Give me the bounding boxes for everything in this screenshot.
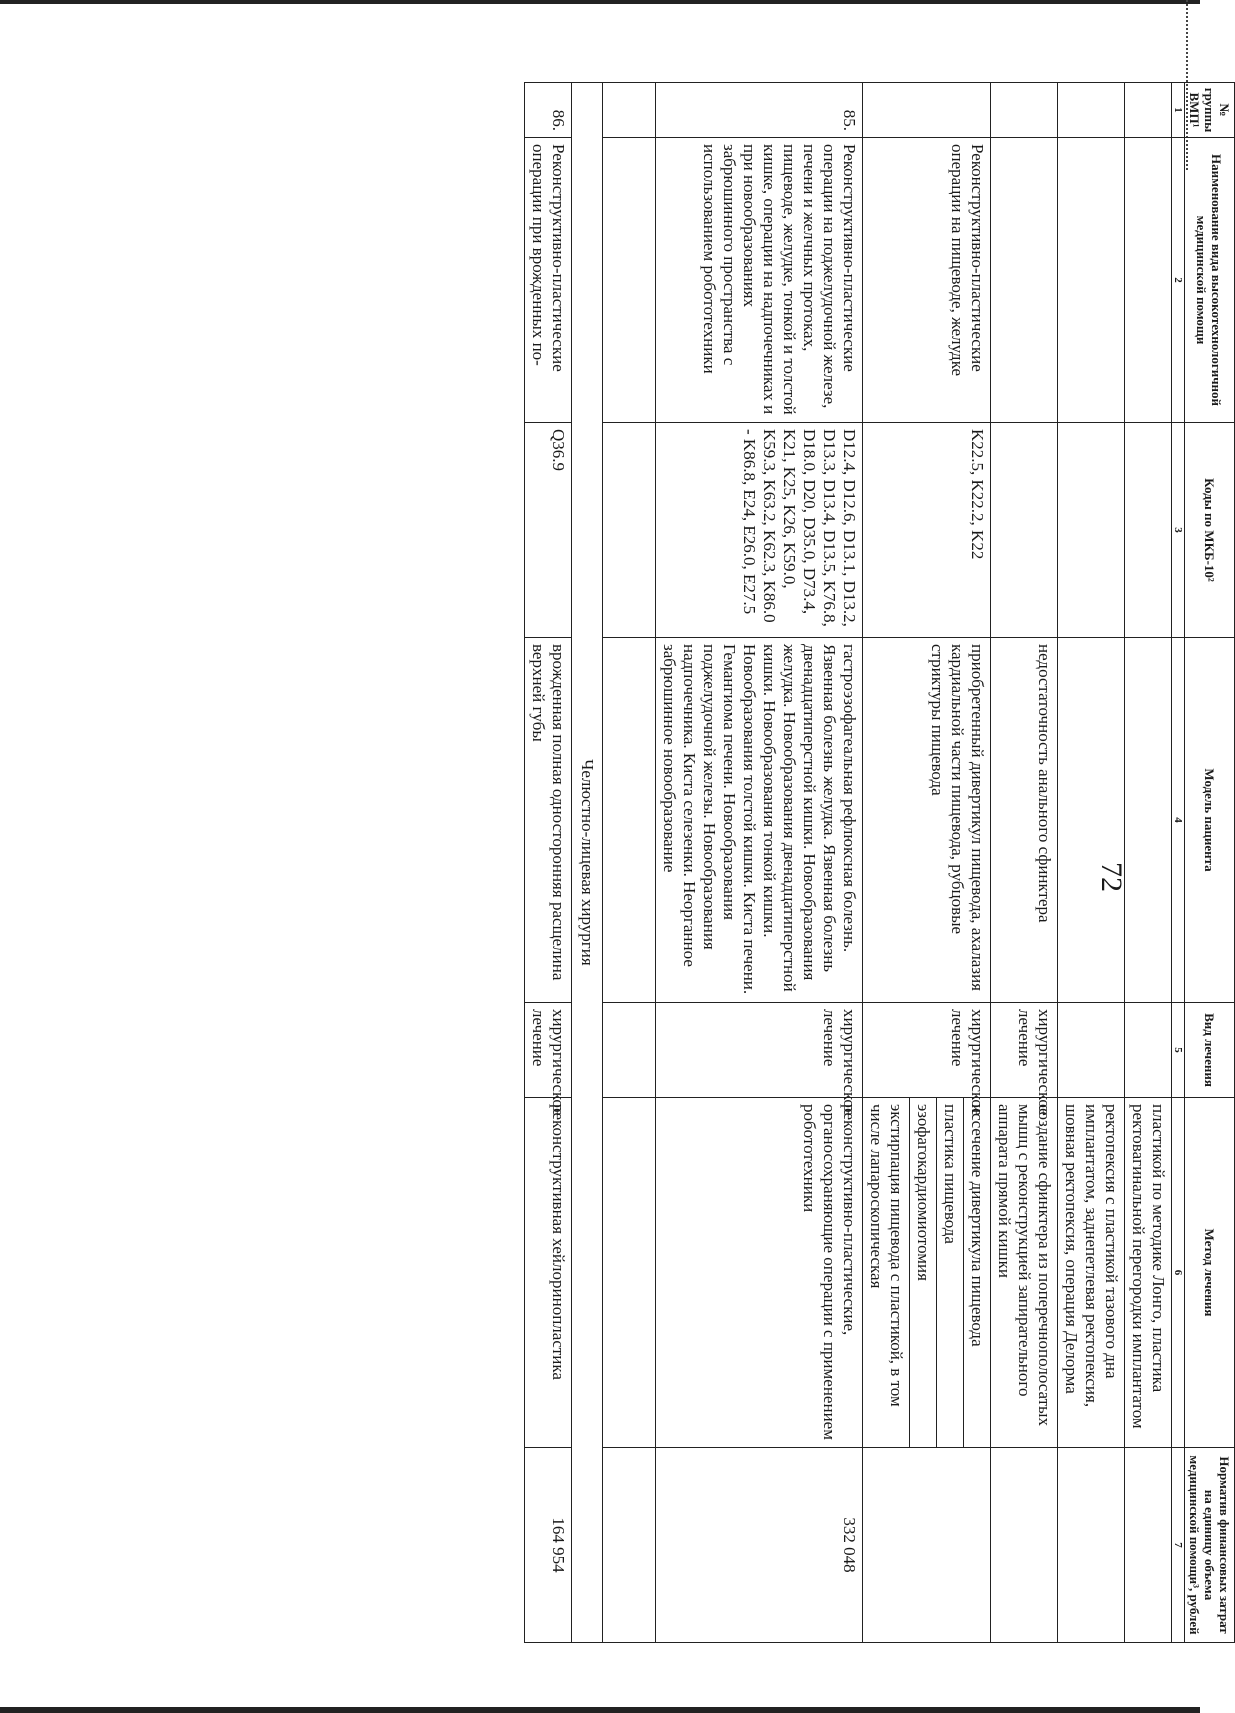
icd-codes-cell: K22.5, K22.2, K22 [863,423,991,638]
vmp-name-cell [991,138,1058,423]
icd-codes-cell [991,423,1058,638]
cost-cell [1058,1448,1125,1643]
empty-cell [603,1098,656,1448]
section-row [572,83,603,1643]
vmp-name-cell: Реконструктивно-пластические операции на пищеводе, желудке [863,138,991,423]
icd-codes-cell [1058,423,1125,638]
patient-model-cell: гастроэзофагеальная рефлюксная болезнь. Язвенная болезнь желудка. Язвенная болезнь двенадцатиперстной кишки. Новообразования желудка. Новообразования двенадцатиперстной кишки. Новообразования тонкой кишки. Новообразования толстой кишки. Киста печени. Гемангиома печени. Новообразования поджелудочной железы. Новообразования надпочечника. Киста селезенки. Неорганное забрюшинное новообразование [656,638,863,1003]
icd-codes-cell: Q36.9 [525,423,572,638]
header-row [1185,83,1235,1643]
table-row [1058,83,1125,1643]
vmp-name-cell: Реконструктивно-пластические операции на поджелудочной железе, печени и желчных протоках, пищеводе, желудке, тонкой и толстой кишке, операции на надпочечниках и при новообразованиях забрюшинного пространства с использованием робототехники [656,138,863,423]
treatment-method-cell: реконструктивно-пластические, органосохраняющие операции с применением робототехники [656,1098,863,1448]
vmp-name-cell [1058,138,1125,423]
column-number: 7 [1172,1448,1185,1643]
empty-cell [603,1448,656,1643]
table-row-empty [603,83,656,1643]
treatment-type-cell [1125,1003,1172,1098]
empty-cell [603,423,656,638]
header-treatment-type: Вид лечения [1185,1003,1235,1098]
cost-cell: 332 048 [656,1448,863,1643]
empty-cell [603,638,656,1003]
column-number: 4 [1172,638,1185,1003]
treatment-type-cell [1058,1003,1125,1098]
treatment-method-cell: реконструктивная хейлоринопластика [525,1098,572,1448]
page-number: 72 [1095,862,1128,892]
treatment-type-cell: хирургическое лечение [863,1003,991,1098]
group-number-cell [1058,83,1125,138]
scan-edge-bottom [0,1707,1200,1713]
vmp-name-cell [1125,138,1172,423]
header-treatment-method: Метод лечения [1185,1098,1235,1448]
treatment-method-cell: пластика пищевода [937,1098,964,1448]
column-number: 2 [1172,138,1185,423]
treatment-method-cell: эзофагокардиомиотомия [910,1098,937,1448]
empty-cell [603,83,656,138]
cost-cell [1125,1448,1172,1643]
vmp-table [524,82,1235,1643]
treatment-method-cell: экстирпация пищевода с пластикой, в том числе лапароскопическая [863,1098,910,1448]
table-row [991,83,1058,1643]
cost-cell: 164 954 [525,1448,572,1643]
column-number: 6 [1172,1098,1185,1448]
section-title: Челюстно-лицевая хирургия [572,83,603,1643]
header-patient-model: Модель пациента [1185,638,1235,1003]
rotated-page [100,82,1235,1642]
empty-cell [603,1003,656,1098]
group-number-cell [863,83,991,138]
patient-model-cell [1125,638,1172,1003]
header-group-number: № группы ВМП¹ [1185,83,1235,138]
treatment-method-cell: создание сфинктера из поперечнополосатых мышц с реконструкцией запирательного аппарата прямой кишки [991,1098,1058,1448]
table-row [1125,83,1172,1643]
group-number-cell [991,83,1058,138]
table-row [964,83,991,1643]
column-number: 3 [1172,423,1185,638]
treatment-type-cell: хирургическое лечение [991,1003,1058,1098]
empty-cell [603,138,656,423]
patient-model-cell: приобретенный дивертикул пищевода, ахалазия кардиальной части пищевода, рубцовые стриктуры пищевода [863,638,991,1003]
treatment-method-cell: иссечение дивертикула пищевода [964,1098,991,1448]
column-number: 5 [1172,1003,1185,1098]
patient-model-cell: врожденная полная односторонняя расщелина верхней губы [525,638,572,1003]
scan-edge-top [0,0,1200,4]
header-icd-codes: Коды по МКБ-10² [1185,423,1235,638]
table-row [525,83,572,1643]
vmp-name-cell: Реконструктивно-пластические операции при врожденных по- [525,138,572,423]
group-number-cell: 86. [525,83,572,138]
cost-cell [991,1448,1058,1643]
header-cost-norm: Норматив финансовых затрат на единицу объема медицинской помощи³, рублей [1185,1448,1235,1643]
patient-model-cell: недостаточность анального сфинктера [991,638,1058,1003]
icd-codes-cell: D12.4, D12.6, D13.1, D13.2, D13.3, D13.4, D13.5, K76.8, D18.0, D20, D35.0, D73.4, K21, K25, K26, K59.0, K59.3, K63.2, K62.3, K86.0 - K86.8, E24, E26.0, E27.5 [656,423,863,638]
table-row [656,83,863,1643]
treatment-type-cell: хирургическое лечение [525,1003,572,1098]
column-number: 1 [1172,83,1185,138]
icd-codes-cell [1125,423,1172,638]
column-number-row [1172,83,1185,1643]
treatment-type-cell: хирургическое лечение [656,1003,863,1098]
patient-model-cell [1058,638,1125,1003]
treatment-method-cell: пластикой по методике Лонго, пластика ректовагинальной перегородки имплантатом [1125,1098,1172,1448]
cost-cell [863,1448,991,1643]
treatment-method-cell: ректопексия с пластикой тазового дна имплантатом, заднепетлевая ректопексия, шовная ректопексия, операция Делорма [1058,1098,1125,1448]
document-viewport [100,82,1235,1642]
group-number-cell: 85. [656,83,863,138]
group-number-cell [1125,83,1172,138]
header-vmp-name: Наименование вида высокотехнологичной медицинской помощи [1185,138,1235,423]
